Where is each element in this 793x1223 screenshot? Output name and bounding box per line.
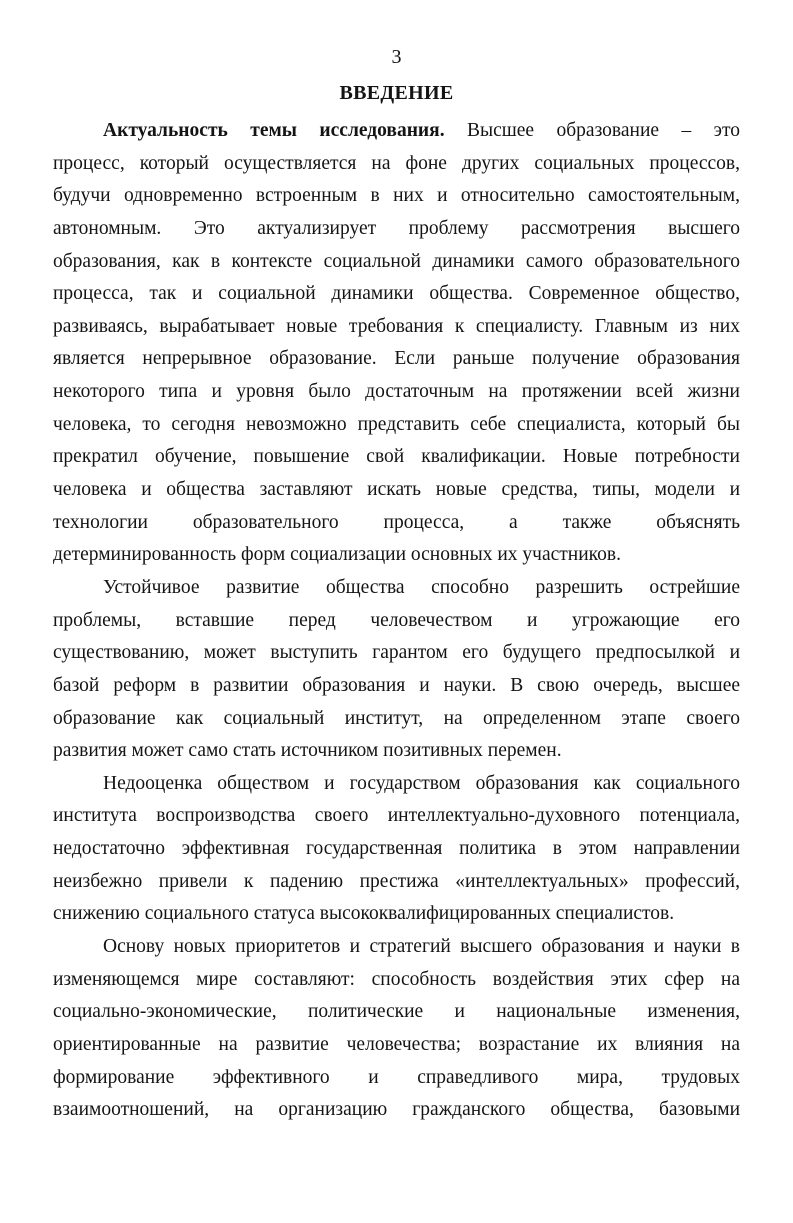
paragraph-relevance [53, 115, 740, 572]
text-line [53, 115, 740, 148]
text-line: Основу новых приоритетов и стратегий высшего образования и науки в [103, 936, 740, 958]
text-line: образование как социальный институт, на определенном этапе своего [53, 707, 740, 729]
paragraph-priorities [53, 931, 740, 1127]
text-line: развиваясь, вырабатывает новые требования к специалисту. Главным из них [53, 315, 740, 337]
paragraph-sustainable-development [53, 572, 740, 768]
lead-rest: Высшее образование – это [444, 120, 740, 141]
text-line: некоторого типа и уровня было достаточным на протяжении всей жизни [53, 381, 740, 403]
text-line: детерминированность форм социализации основных их участников. [53, 544, 621, 566]
text-line: будучи одновременно встроенным в них и относительно самостоятельным, [53, 185, 740, 207]
text-line: развития может само стать источником позитивных перемен. [53, 740, 562, 762]
lead-phrase: Актуальность темы исследования. [103, 120, 445, 141]
text-line: человека и общества заставляют искать новые средства, типы, модели и [53, 479, 740, 501]
text-line: образования, как в контексте социальной динамики самого образовательного [53, 250, 740, 272]
text-line: неизбежно привели к падению престижа «интеллектуальных» профессий, [53, 870, 740, 892]
paragraph-underestimation [53, 768, 740, 931]
text-line: Недооценка обществом и государством образования как социального [103, 772, 740, 794]
text-line: процесс, который осуществляется на фоне других социальных процессов, [53, 152, 740, 174]
text-line: снижению социального статуса высококвалифицированных специалистов. [53, 903, 675, 925]
text-line: прекратил обучение, повышение свой квалификации. Новые потребности [53, 446, 740, 468]
text-line: взаимоотношений, на организацию гражданского общества, базовыми [53, 1099, 740, 1121]
text-line: является непрерывное образование. Если раньше получение образования [53, 348, 740, 370]
text-line: автономным. Это актуализирует проблему рассмотрения высшего [53, 217, 740, 239]
text-line: базой реформ в развитии образования и науки. В свою очередь, высшее [53, 674, 740, 696]
text-line: существованию, может выступить гарантом его будущего предпосылкой и [53, 642, 740, 664]
text-line: формирование эффективного и справедливого мира, трудовых [53, 1066, 740, 1088]
section-title: ВВЕДЕНИЕ [339, 82, 454, 104]
text-line: человека, то сегодня невозможно представить себе специалиста, который бы [53, 413, 740, 435]
text-line: процесса, так и социальной динамики общества. Современное общество, [53, 283, 740, 305]
text-line: института воспроизводства своего интеллектуально-духовного потенциала, [53, 805, 740, 827]
text-line: ориентированные на развитие человечества; возрастание их влияния на [53, 1033, 740, 1055]
text-line: изменяющемся мире составляют: способность воздействия этих сфер на [53, 968, 740, 990]
text-line: технологии образовательного процесса, а также объяснять [53, 511, 740, 533]
text-line: проблемы, вставшие перед человечеством и угрожающие его [53, 609, 740, 631]
body-text [53, 115, 740, 1127]
text-line: недостаточно эффективная государственная политика в этом направлении [53, 838, 740, 860]
page-number: 3 [391, 46, 402, 68]
text-line: Устойчивое развитие общества способно разрешить острейшие [103, 576, 740, 598]
text-line: социально-экономические, политические и национальные изменения, [53, 1001, 740, 1023]
